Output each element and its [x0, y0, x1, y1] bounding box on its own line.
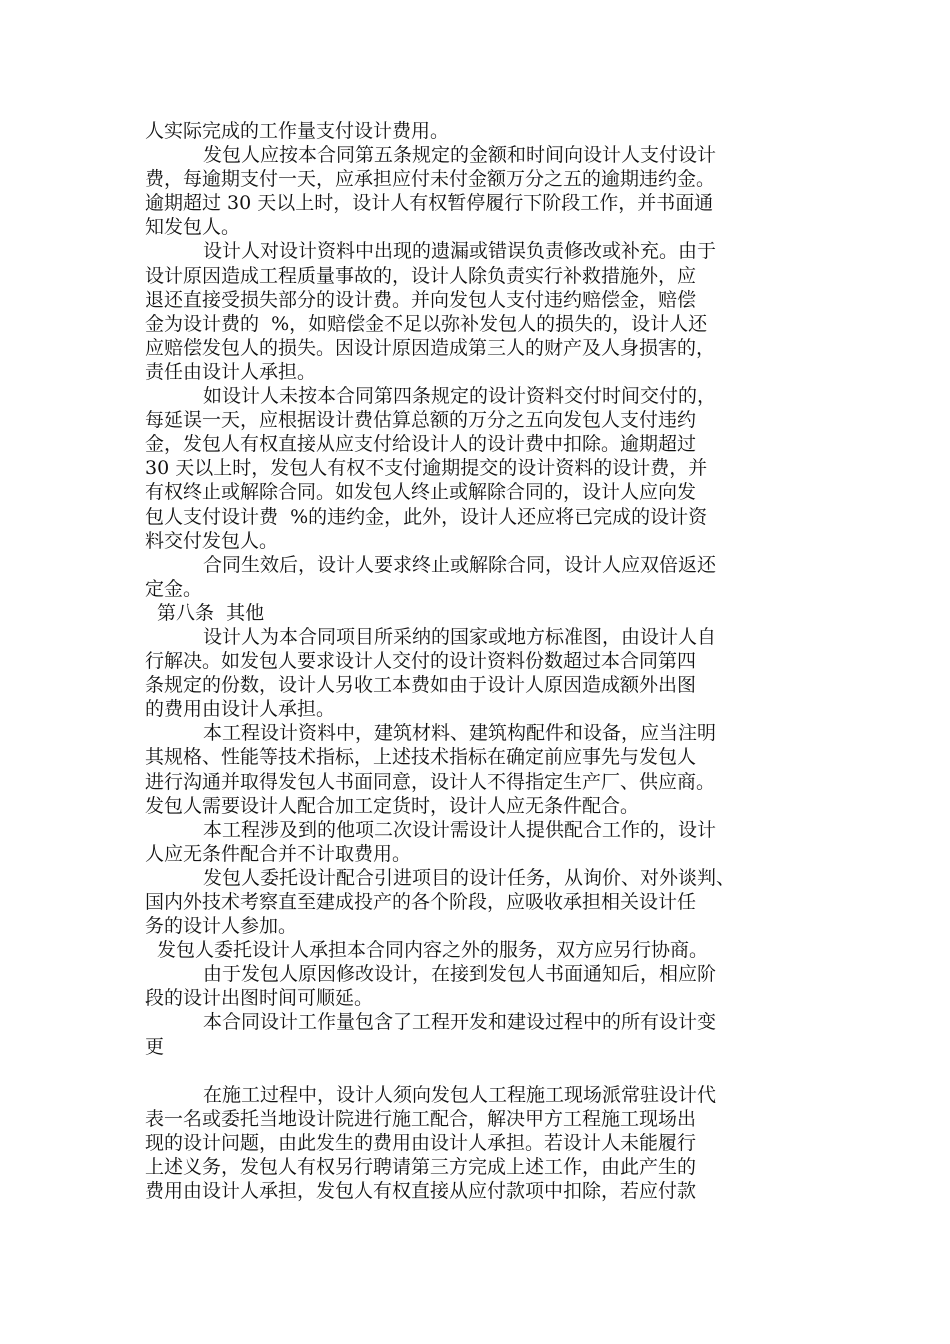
text-line: 发包人委托设计配合引进项目的设计任务，从询价、对外谈判、: [203, 866, 736, 889]
text-line: 更: [145, 1035, 165, 1058]
text-line: 务的设计人参加。: [145, 915, 298, 938]
text-line: 料交付发包人。: [145, 529, 279, 552]
text-line: 责任由设计人承担。: [145, 360, 317, 383]
text-line: 本合同设计工作量包含了工程开发和建设过程中的所有设计变: [203, 1011, 717, 1034]
text-line: 发包人需要设计人配合加工定货时，设计人应无条件配合。: [145, 794, 640, 817]
contract-text-body: [145, 119, 810, 1203]
text-line: 设计原因造成工程质量事故的，设计人除负责实行补救措施外，应: [145, 264, 697, 287]
text-line: 人应无条件配合并不计取费用。: [145, 842, 412, 865]
text-line: 金为设计费的 %，如赔偿金不足以弥补发包人的损失的，设计人还: [145, 312, 708, 335]
text-line: 包人支付设计费 %的违约金，此外，设计人还应将已完成的设计资: [145, 505, 708, 528]
section-heading: 第八条 其他: [157, 601, 265, 624]
text-line: 条规定的份数，设计人另收工本费如由于设计人原因造成额外出图: [145, 674, 697, 697]
text-line: 段的设计出图时间可顺延。: [145, 987, 374, 1010]
text-line: 设计人为本合同项目所采纳的国家或地方标准图，由设计人自: [203, 625, 717, 648]
text-line: 每延误一天，应根据设计费估算总额的万分之五向发包人支付违约: [145, 409, 697, 432]
text-line: 发包人应按本合同第五条规定的金额和时间向设计人支付设计: [203, 144, 717, 167]
text-line: 合同生效后，设计人要求终止或解除合同，设计人应双倍返还: [203, 553, 717, 576]
text-line: 费用由设计人承担，发包人有权直接从应付款项中扣除，若应付款: [145, 1180, 697, 1203]
text-line: 的费用由设计人承担。: [145, 698, 336, 721]
text-line: 行解决。如发包人要求设计人交付的设计资料份数超过本合同第四: [145, 650, 697, 673]
text-line: 金，发包人有权直接从应支付给设计人的设计费中扣除。逾期超过: [145, 433, 697, 456]
text-line: 30 天以上时，发包人有权不支付逾期提交的设计资料的设计费，并: [145, 457, 708, 480]
text-line: 有权终止或解除合同。如发包人终止或解除合同的，设计人应向发: [145, 481, 697, 504]
text-line: 发包人委托设计人承担本合同内容之外的服务，双方应另行协商。: [157, 939, 709, 962]
text-line: 退还直接受损失部分的设计费。并向发包人支付违约赔偿金，赔偿: [145, 288, 697, 311]
text-line: 人实际完成的工作量支付设计费用。: [145, 120, 450, 142]
text-line: 现的设计问题，由此发生的费用由设计人承担。若设计人未能履行: [145, 1131, 697, 1154]
text-line: 定金。: [145, 577, 203, 600]
text-line: 如设计人未按本合同第四条规定的设计资料交付时间交付的，: [203, 385, 717, 408]
text-line: [145, 1059, 810, 1083]
text-line: 由于发包人原因修改设计，在接到发包人书面通知后，相应阶: [203, 963, 717, 986]
text-line: 逾期超过 30 天以上时，设计人有权暂停履行下阶段工作，并书面通: [145, 192, 714, 215]
text-line: 其规格、性能等技术指标，上述技术指标在确定前应事先与发包人: [145, 746, 697, 769]
text-line: 在施工过程中，设计人须向发包人工程施工现场派常驻设计代: [203, 1083, 717, 1106]
text-line: 设计人对设计资料中出现的遗漏或错误负责修改或补充。由于: [203, 240, 717, 263]
text-line: 上述义务，发包人有权另行聘请第三方完成上述工作，由此产生的: [145, 1156, 697, 1179]
text-line: 本工程设计资料中，建筑材料、建筑构配件和设备，应当注明: [203, 722, 717, 745]
text-line: 进行沟通并取得发包人书面同意，设计人不得指定生产厂、供应商。: [145, 770, 716, 793]
text-line: 知发包人。: [145, 216, 241, 239]
text-line: 本工程涉及到的他项二次设计需设计人提供配合工作的，设计: [203, 818, 717, 841]
text-line: 应赔偿发包人的损失。因设计原因造成第三人的财产及人身损害的，: [145, 336, 716, 359]
text-line: 国内外技术考察直至建成投产的各个阶段，应吸收承担相关设计任: [145, 891, 697, 913]
text-line: 费，每逾期支付一天，应承担应付未付金额万分之五的逾期违约金。: [145, 168, 716, 191]
text-line: 表一名或委托当地设计院进行施工配合，解决甲方工程施工现场出: [145, 1107, 697, 1130]
